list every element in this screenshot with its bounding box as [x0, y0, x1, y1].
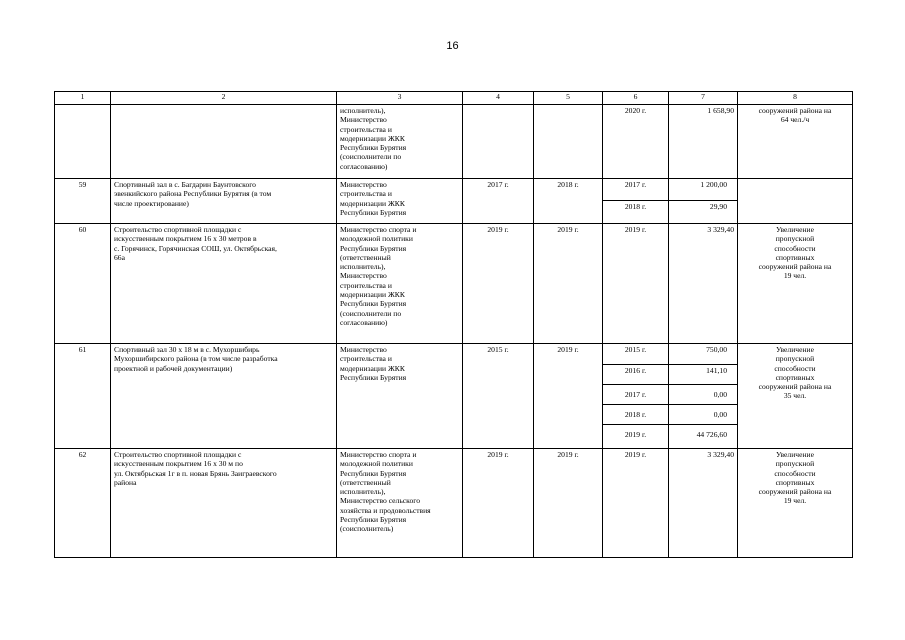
- cell-object-name: Строительство спортивной площадки с искусственным покрытием 16 х 30 метров в с. Горячинск, Горячинская СОШ, ул. Октябрьская, 66а: [111, 224, 337, 344]
- cell-number: [55, 105, 111, 179]
- cell-object-name: Строительство спортивной площадки с искусственным покрытием 16 х 30 м по ул. Октябрьская 1г в п. новая Брянь Заиграевского района: [111, 449, 337, 558]
- year-entry: 2017 г.: [603, 384, 668, 404]
- cell-year: 2019 г.: [603, 449, 669, 558]
- cell-executor: Министерство спорта и молодежной политики Республики Бурятия (ответственный исполнитель), Министерство строительства и модернизации ЖКК Республики Бурятия (соисполнители по согласованию): [337, 224, 463, 344]
- sum-entry: 0,00: [669, 404, 737, 424]
- cell-year: 2020 г.: [603, 105, 669, 179]
- cell-executor: Министерство строительства и модернизации ЖКК Республики Бурятия: [337, 179, 463, 224]
- table-row: [55, 179, 853, 224]
- cell-result: сооружений района на 64 чел./ч: [738, 105, 853, 179]
- cell-number: 60: [55, 224, 111, 344]
- cell-start-year: 2015 г.: [463, 344, 534, 449]
- cell-start-year: 2019 г.: [463, 449, 534, 558]
- cell-start-year: 2019 г.: [463, 224, 534, 344]
- cell-result: Увеличение пропускной способности спортивных сооружений района на 19 чел.: [738, 224, 853, 344]
- sum-entry: 141,10: [669, 364, 737, 384]
- cell-result: Увеличение пропускной способности спортивных сооружений района на 35 чел.: [738, 344, 853, 449]
- cell-sum: 1 658,90: [669, 105, 738, 179]
- cell-years: [603, 179, 669, 224]
- sum-entry: 29,90: [669, 200, 737, 222]
- cell-year: 2019 г.: [603, 224, 669, 344]
- cell-start-year: 2017 г.: [463, 179, 534, 224]
- sum-entry: 750,00: [706, 345, 727, 354]
- cell-sums: [669, 179, 738, 224]
- sum-entry: 1 200,00: [700, 180, 727, 189]
- cell-sum: 3 329,40: [669, 449, 738, 558]
- cell-number: 61: [55, 344, 111, 449]
- cell-end-year: 2019 г.: [534, 449, 603, 558]
- cell-end-year: [534, 105, 603, 179]
- program-table: [54, 91, 853, 558]
- sum-entry: 44 726,60: [669, 424, 737, 447]
- header-cell: 5: [534, 92, 603, 105]
- cell-object-name: Спортивный зал в с. Багдарин Баунтовского эвенкийского района Республики Бурятия (в том числе проектирование): [111, 179, 337, 224]
- table-row: [55, 449, 853, 558]
- page-number: 16: [446, 40, 459, 52]
- year-entry: 2018 г.: [603, 404, 668, 424]
- cell-number: 62: [55, 449, 111, 558]
- table-row: [55, 344, 853, 449]
- header-cell: 8: [738, 92, 853, 105]
- cell-executor: Министерство строительства и модернизации ЖКК Республики Бурятия: [337, 344, 463, 449]
- year-entry: 2016 г.: [603, 364, 668, 384]
- cell-result: [738, 179, 853, 224]
- year-entry: 2018 г.: [603, 200, 668, 222]
- header-cell: 1: [55, 92, 111, 105]
- cell-executor: исполнитель), Министерство строительства и модернизации ЖКК Республики Бурятия (соисполнители по согласованию): [337, 105, 463, 179]
- cell-object-name: Спортивный зал 30 х 18 м в с. Мухоршибирь Мухоршибирского района (в том числе разработка проектной и рабочей документации): [111, 344, 337, 449]
- cell-sum: 3 329,40: [669, 224, 738, 344]
- cell-end-year: 2019 г.: [534, 224, 603, 344]
- cell-result: Увеличение пропускной способности спортивных сооружений района на 19 чел.: [738, 449, 853, 558]
- cell-end-year: 2018 г.: [534, 179, 603, 224]
- year-entry: 2015 г.: [624, 345, 647, 354]
- cell-start-year: [463, 105, 534, 179]
- header-cell: 4: [463, 92, 534, 105]
- sum-entry: 0,00: [669, 384, 737, 404]
- header-cell: 6: [603, 92, 669, 105]
- cell-executor: Министерство спорта и молодежной политики Республики Бурятия (ответственный исполнитель), Министерство сельского хозяйства и продовольствия Республики Бурятия (соисполнитель): [337, 449, 463, 558]
- header-row: [55, 92, 853, 105]
- cell-years: [603, 344, 669, 449]
- header-cell: 7: [669, 92, 738, 105]
- cell-number: 59: [55, 179, 111, 224]
- table-row: [55, 105, 853, 179]
- table-row: [55, 224, 853, 344]
- header-cell: 2: [111, 92, 337, 105]
- year-entry: 2017 г.: [624, 180, 647, 189]
- cell-sums: [669, 344, 738, 449]
- cell-end-year: 2019 г.: [534, 344, 603, 449]
- year-entry: 2019 г.: [603, 424, 668, 447]
- header-cell: 3: [337, 92, 463, 105]
- cell-object-name: [111, 105, 337, 179]
